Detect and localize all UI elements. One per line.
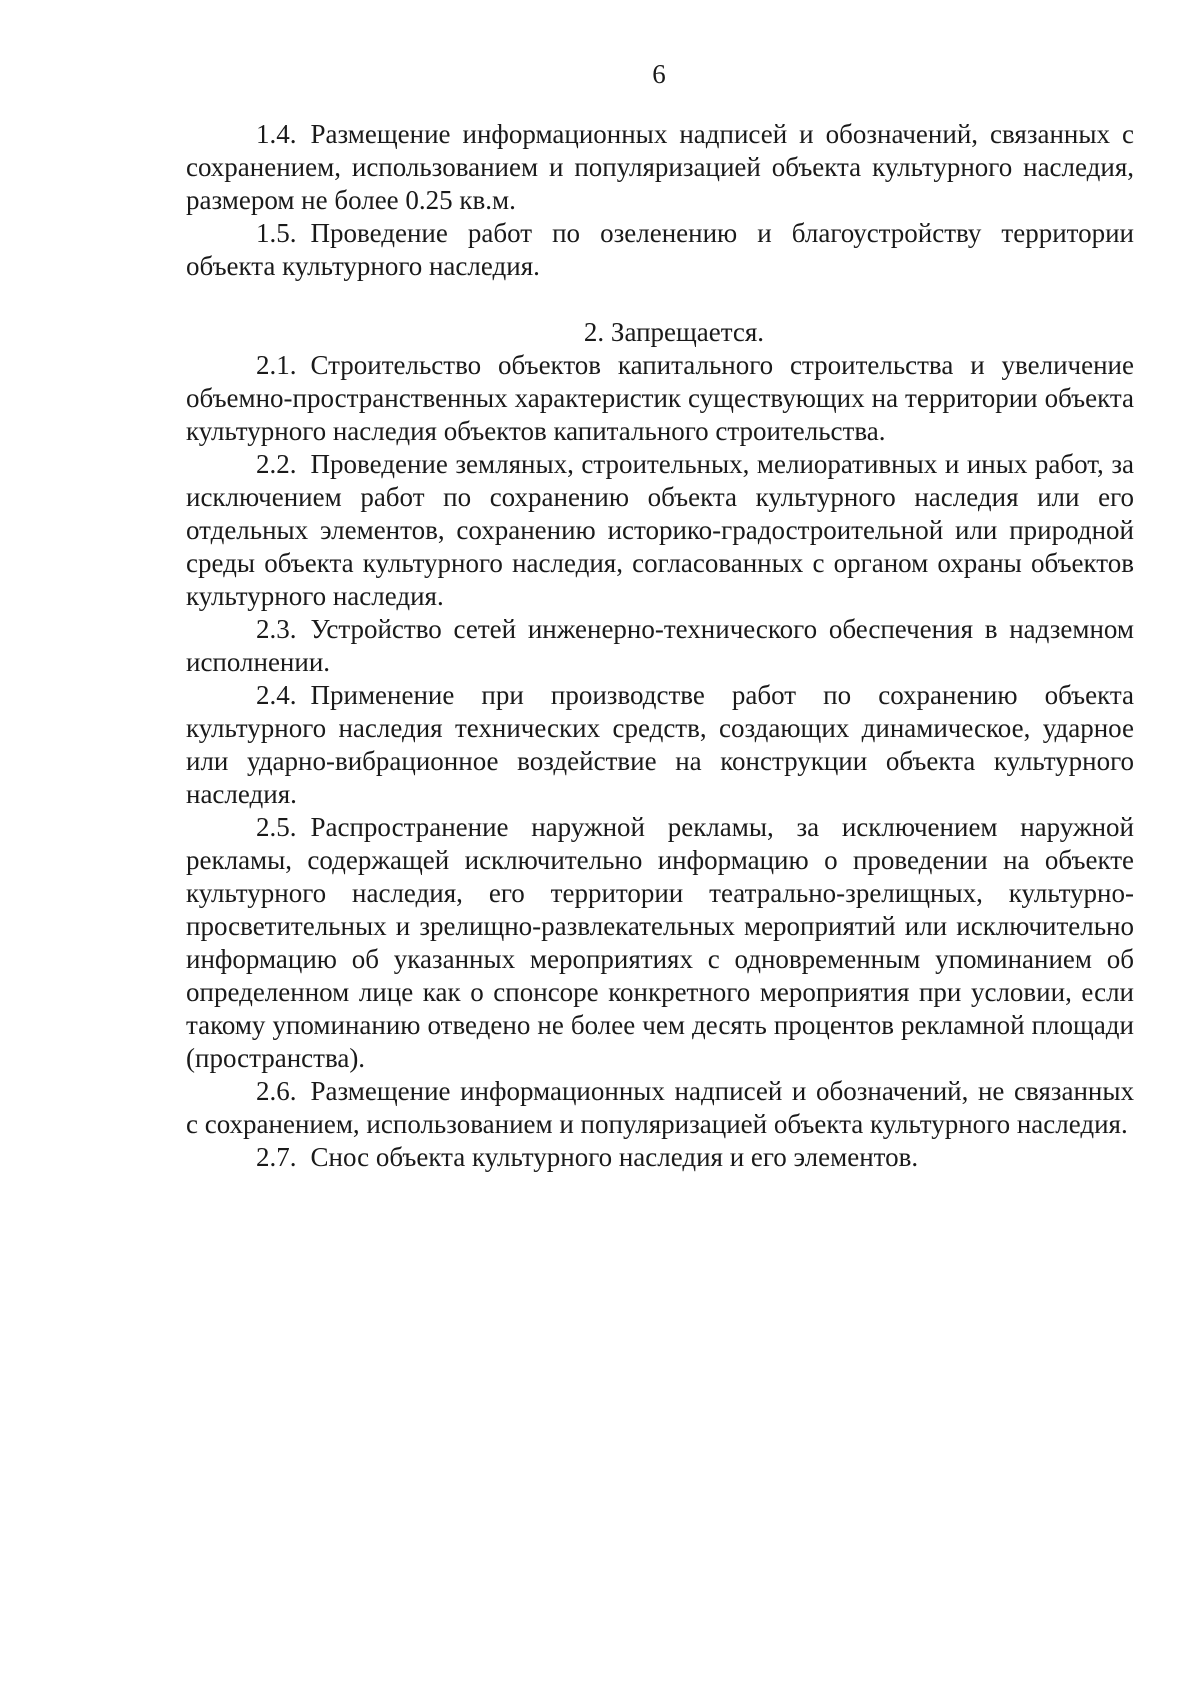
clause-number: 1.5. bbox=[256, 218, 297, 248]
clause-number: 2.5. bbox=[256, 812, 297, 842]
clause-text: Устройство сетей инженерно-технического обеспечения в надземном исполнении. bbox=[186, 614, 1134, 677]
clause-number: 2.6. bbox=[256, 1076, 297, 1106]
clause-2-7 bbox=[186, 1141, 1134, 1174]
clause-text: Снос объекта культурного наследия и его элементов. bbox=[310, 1142, 919, 1172]
clause-number: 1.4. bbox=[256, 119, 297, 149]
clause-2-4 bbox=[186, 679, 1134, 811]
clause-text: Проведение земляных, строительных, мелиоративных и иных работ, за исключением работ по сохранению объекта культурного наследия или его отдельных элементов, сохранению историко-градостроительной или природной среды объекта культурного наследия, согласованных с органом охраны объектов культурного наследия. bbox=[186, 449, 1134, 611]
clause-number: 2.7. bbox=[256, 1142, 297, 1172]
clause-number: 2.2. bbox=[256, 449, 297, 479]
clause-2-2 bbox=[186, 448, 1134, 613]
section-heading: 2. Запрещается. bbox=[583, 317, 765, 347]
clause-2-1 bbox=[186, 349, 1134, 448]
clause-text: Размещение информационных надписей и обозначений, не связанных с сохранением, использованием и популяризацией объекта культурного наследия. bbox=[186, 1076, 1134, 1139]
clause-text: Распространение наружной рекламы, за исключением наружной рекламы, содержащей исключительно информацию о проведении на объекте культурного наследия, его территории театрально-зрелищных, культурно-просветительных и зрелищно-развлекательных мероприятий или исключительно информацию об указанных мероприятиях с одновременным упоминанием об определенном лице как о спонсоре конкретного мероприятия при условии, если такому упоминанию отведено не более чем десять процентов рекламной площади (пространства). bbox=[186, 812, 1134, 1073]
clause-number: 2.1. bbox=[256, 350, 297, 380]
clause-text: Строительство объектов капитального строительства и увеличение объемно-пространственных характеристик существующих на территории объекта культурного наследия объектов капитального строительства. bbox=[186, 350, 1134, 446]
clause-number: 2.4. bbox=[256, 680, 297, 710]
clause-text: Проведение работ по озеленению и благоустройству территории объекта культурного наследия. bbox=[186, 218, 1134, 281]
clause-2-5 bbox=[186, 811, 1134, 1075]
clause-2-6 bbox=[186, 1075, 1134, 1141]
clause-1-5 bbox=[186, 217, 1134, 283]
document-body bbox=[186, 118, 1134, 1174]
clause-number: 2.3. bbox=[256, 614, 297, 644]
clause-1-4 bbox=[186, 118, 1134, 217]
page-number: 6 bbox=[652, 59, 666, 89]
clause-text: Применение при производстве работ по сохранению объекта культурного наследия технических средств, создающих динамическое, ударное или ударно-вибрационное воздействие на конструкции объекта культурного наследия. bbox=[186, 680, 1134, 809]
clause-2-3 bbox=[186, 613, 1134, 679]
clause-text: Размещение информационных надписей и обозначений, связанных с сохранением, использованием и популяризацией объекта культурного наследия, размером не более 0.25 кв.м. bbox=[186, 119, 1134, 215]
